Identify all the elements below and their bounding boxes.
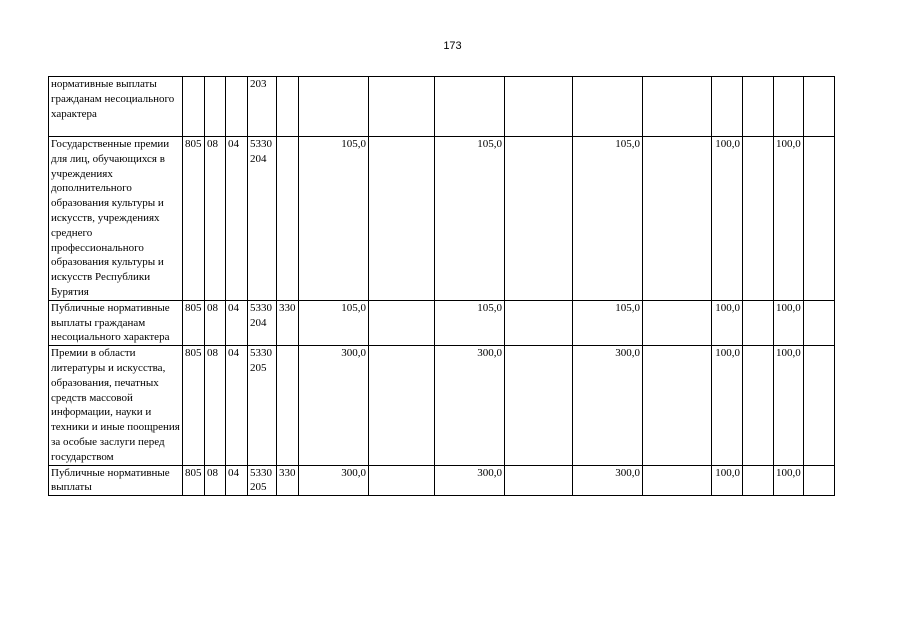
cell-amount-2b	[505, 300, 573, 345]
cell-amount-3b	[643, 346, 712, 465]
cell-vr: 330	[277, 465, 299, 496]
cell-percent-1: 100,0	[712, 465, 743, 496]
cell-csr: 5330 204	[248, 137, 277, 301]
table-row	[49, 346, 835, 465]
cell-amount-2: 105,0	[435, 137, 505, 301]
cell-percent-3	[774, 77, 804, 137]
cell-amount-3b	[643, 300, 712, 345]
cell-percent-1: 100,0	[712, 137, 743, 301]
cell-name: нормативные выплаты гражданам несоциального характера	[49, 77, 183, 137]
cell-amount-2b	[505, 137, 573, 301]
table-row	[49, 300, 835, 345]
cell-amount-3: 105,0	[573, 137, 643, 301]
budget-table	[48, 76, 835, 496]
table-row	[49, 77, 835, 137]
cell-amount-1b	[369, 77, 435, 137]
cell-rz: 08	[205, 465, 226, 496]
cell-rz	[205, 77, 226, 137]
table-row	[49, 465, 835, 496]
cell-amount-1: 105,0	[299, 137, 369, 301]
cell-rz: 08	[205, 346, 226, 465]
cell-percent-1: 100,0	[712, 346, 743, 465]
cell-name: Государственные премии для лиц, обучающихся в учреждениях дополнительного образования культуры и искусств, учреждениях среднего профессионального образования культуры и искусств Республики Бурятия	[49, 137, 183, 301]
cell-csr: 5330 205	[248, 465, 277, 496]
cell-rz: 08	[205, 137, 226, 301]
cell-amount-1	[299, 77, 369, 137]
cell-amount-2b	[505, 346, 573, 465]
cell-percent-4	[803, 137, 834, 301]
cell-csr: 5330 205	[248, 346, 277, 465]
cell-percent-2	[743, 300, 774, 345]
cell-amount-3b	[643, 77, 712, 137]
cell-vr	[277, 77, 299, 137]
cell-csr: 203	[248, 77, 277, 137]
cell-percent-3: 100,0	[774, 465, 804, 496]
cell-amount-3: 300,0	[573, 346, 643, 465]
cell-ved: 805	[183, 137, 205, 301]
cell-percent-4	[803, 465, 834, 496]
page-number: 173	[443, 40, 462, 52]
cell-amount-2b	[505, 465, 573, 496]
cell-ved: 805	[183, 346, 205, 465]
cell-vr: 330	[277, 300, 299, 345]
cell-pr	[226, 77, 248, 137]
cell-amount-3b	[643, 465, 712, 496]
cell-amount-1: 300,0	[299, 465, 369, 496]
cell-amount-1b	[369, 346, 435, 465]
cell-amount-2: 105,0	[435, 300, 505, 345]
cell-amount-3: 300,0	[573, 465, 643, 496]
cell-amount-3	[573, 77, 643, 137]
cell-name: Публичные нормативные выплаты	[49, 465, 183, 496]
cell-percent-2	[743, 137, 774, 301]
cell-percent-2	[743, 77, 774, 137]
cell-rz: 08	[205, 300, 226, 345]
cell-ved: 805	[183, 300, 205, 345]
cell-amount-3: 105,0	[573, 300, 643, 345]
cell-percent-3: 100,0	[774, 346, 804, 465]
cell-amount-2: 300,0	[435, 465, 505, 496]
cell-amount-3b	[643, 137, 712, 301]
cell-amount-2	[435, 77, 505, 137]
cell-percent-2	[743, 346, 774, 465]
table-row	[49, 137, 835, 301]
cell-percent-1	[712, 77, 743, 137]
cell-ved	[183, 77, 205, 137]
cell-amount-1b	[369, 137, 435, 301]
cell-pr: 04	[226, 300, 248, 345]
cell-percent-2	[743, 465, 774, 496]
cell-name: Публичные нормативные выплаты гражданам несоциального характера	[49, 300, 183, 345]
cell-percent-3: 100,0	[774, 137, 804, 301]
cell-percent-4	[803, 300, 834, 345]
cell-vr	[277, 346, 299, 465]
cell-ved: 805	[183, 465, 205, 496]
cell-amount-2b	[505, 77, 573, 137]
cell-percent-3: 100,0	[774, 300, 804, 345]
cell-percent-4	[803, 346, 834, 465]
cell-vr	[277, 137, 299, 301]
cell-pr: 04	[226, 465, 248, 496]
cell-pr: 04	[226, 137, 248, 301]
cell-percent-4	[803, 77, 834, 137]
cell-csr: 5330 204	[248, 300, 277, 345]
cell-amount-1: 105,0	[299, 300, 369, 345]
cell-percent-1: 100,0	[712, 300, 743, 345]
cell-name: Премии в области литературы и искусства, образования, печатных средств массовой информации, науки и техники и иные поощрения за особые заслуги перед государством	[49, 346, 183, 465]
cell-amount-1b	[369, 465, 435, 496]
cell-amount-2: 300,0	[435, 346, 505, 465]
cell-amount-1: 300,0	[299, 346, 369, 465]
cell-pr: 04	[226, 346, 248, 465]
cell-amount-1b	[369, 300, 435, 345]
